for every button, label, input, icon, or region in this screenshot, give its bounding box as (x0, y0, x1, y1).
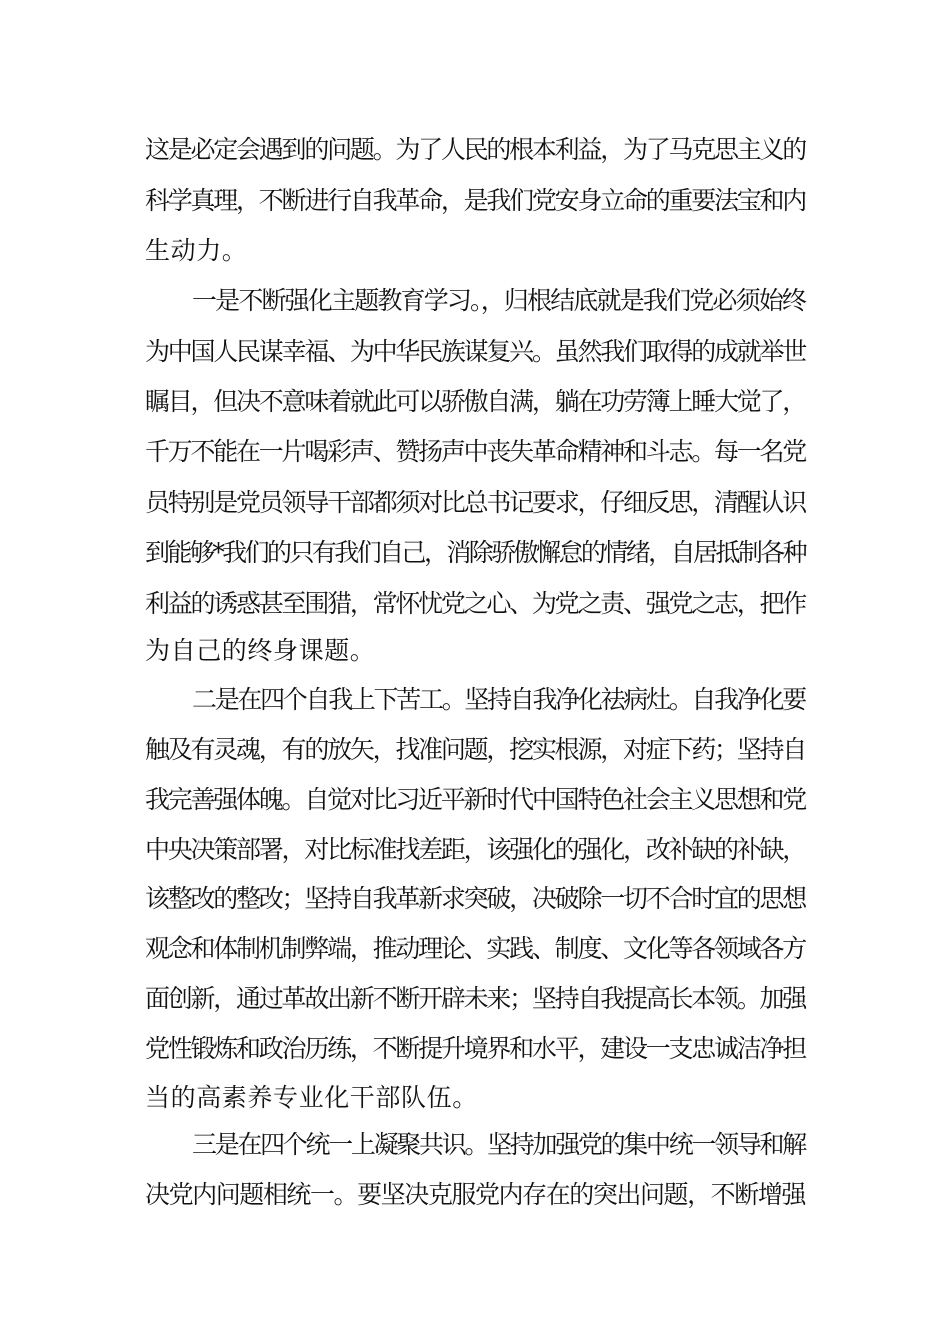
text-line-content: 这是必定会遇到的问题。为了人民的根本利益，为了马克思主义的 (145, 135, 806, 164)
text-line (0, 382, 950, 422)
text-line (0, 879, 950, 919)
text-line-content: 我完善强体魄。自觉对比习近平新时代中国特色社会主义思想和党 (145, 785, 806, 814)
text-line-content: 观念和体制机制弊端，推动理论、实践、制度、文化等各领域各方 (145, 934, 806, 963)
text-line (0, 780, 950, 820)
text-line-content: 科学真理，不断进行自我革命，是我们党安身立命的重要法宝和内 (145, 186, 806, 215)
text-line-content: 二是在四个自我上下苦工。坚持自我净化祛病灶。自我净化要 (192, 685, 805, 714)
text-line (0, 979, 950, 1019)
text-line (0, 1029, 950, 1069)
text-line-content: 员特别是党员领导干部都须对比总书记要求，仔细反思，清醒认识 (145, 488, 806, 517)
text-line (0, 483, 950, 523)
text-line-content: 触及有灵魂，有的放矢，找准问题，挖实根源，对症下药；坚持自 (145, 735, 806, 764)
text-line (0, 533, 950, 573)
text-line (0, 332, 950, 372)
text-line-content: 生动力。 (145, 236, 248, 265)
text-line (0, 231, 950, 271)
text-line (0, 130, 950, 170)
text-line-content: 中央决策部署，对比标准找差距，该强化的强化，改补缺的补缺， (145, 835, 806, 864)
text-line (0, 281, 950, 321)
text-line-content: 千万不能在一片喝彩声、赞扬声中丧失革命精神和斗志。每一名党 (145, 437, 806, 466)
text-line-content: 瞩目，但决不意味着就此可以骄傲自满，躺在功劳簿上睡大觉了， (145, 387, 806, 416)
text-line-content: 党性锻炼和政治历练，不断提升境界和水平，建设一支忠诚洁净担 (145, 1034, 806, 1063)
text-line-content: 面创新，通过革故出新不断开辟未来；坚持自我提高长本领。加强 (145, 984, 806, 1013)
text-line-content: 利益的诱惑甚至围猎，常怀忧党之心、为党之责、强党之志，把作 (145, 589, 806, 618)
text-line-content: 当的高素养专业化干部队伍。 (145, 1083, 478, 1112)
text-line (0, 1078, 950, 1118)
text-line (0, 1175, 950, 1215)
text-line (0, 680, 950, 720)
text-line-content: 一是不断强化主题教育学习。，归根结底就是我们党必须始终 (192, 286, 806, 315)
text-line (0, 1125, 950, 1165)
text-line (0, 929, 950, 969)
text-line (0, 432, 950, 472)
text-line (0, 830, 950, 870)
text-line (0, 584, 950, 624)
text-line-content: 该整改的整改；坚持自我革新求突破，决破除一切不合时宜的思想 (145, 884, 806, 913)
text-line-content: 三是在四个统一上凝聚共识。坚持加强党的集中统一领导和解 (192, 1130, 805, 1159)
text-line-content: 为中国人民谋幸福、为中华民族谋复兴。虽然我们取得的成就举世 (145, 337, 806, 366)
text-line-content: 为自己的终身课题。 (145, 636, 376, 665)
text-line (0, 181, 950, 221)
text-line (0, 631, 950, 671)
text-line-content: 到能够*我们的只有我们自己，消除骄傲懈怠的情绪，自居抵制各种 (145, 538, 806, 567)
text-line (0, 730, 950, 770)
text-line-content: 决党内问题相统一。要坚决克服党内存在的突出问题，不断增强 (145, 1180, 805, 1209)
